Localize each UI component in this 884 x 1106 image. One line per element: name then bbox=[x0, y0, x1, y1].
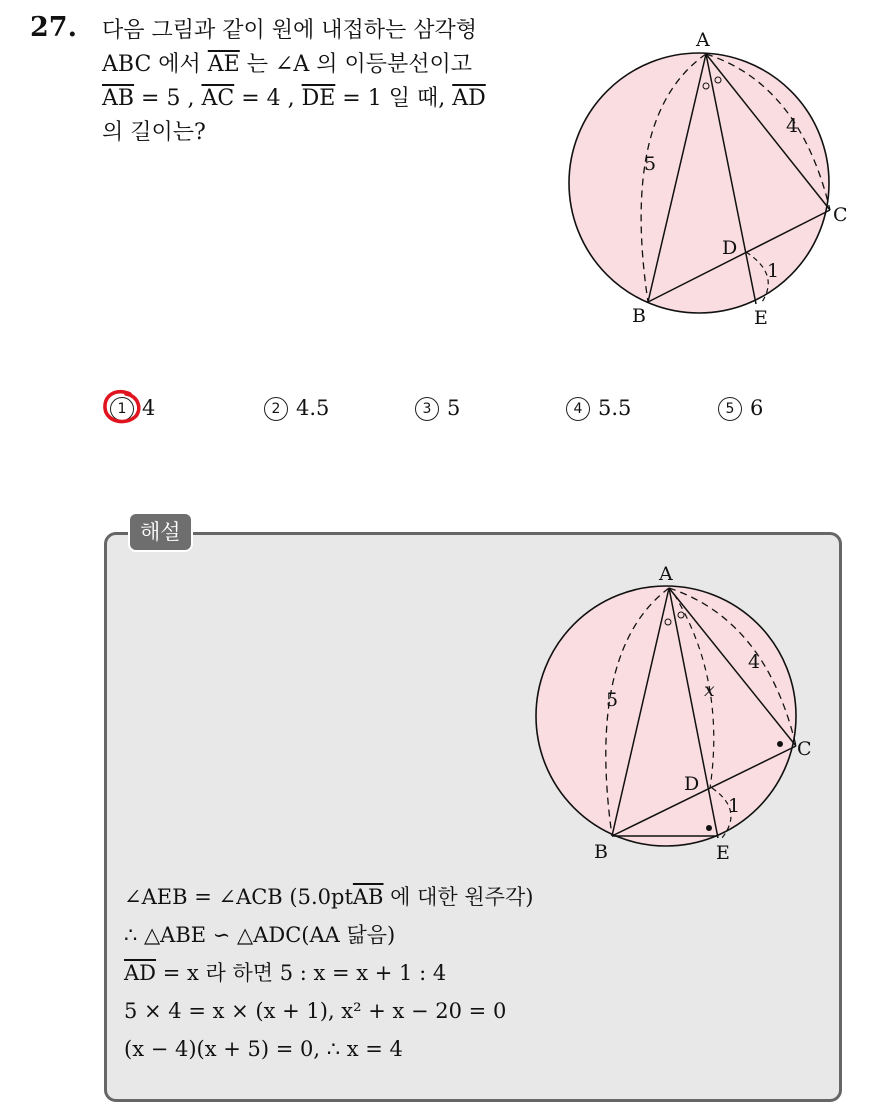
solution-line-4: 5 × 4 = x × (x + 1), x² + x − 20 = 0 bbox=[124, 999, 507, 1023]
question-line-4: 의 길이는? bbox=[102, 120, 206, 145]
sol-length-ac-label: 4 bbox=[748, 651, 761, 673]
choice-1[interactable]: 1 4 bbox=[110, 396, 155, 421]
question-line-1: 다음 그림과 같이 원에 내접하는 삼각형 bbox=[102, 18, 477, 43]
sol-length-ab-label: 5 bbox=[606, 689, 619, 711]
sol-point-e-label: E bbox=[716, 842, 730, 864]
choice-4[interactable]: 4 5.5 bbox=[566, 396, 631, 421]
question-line-3: $\overline{AB} = 5$ , $\overline{AC} = 4$ , $\overline{DE} = 1$ 일 때, $\overline{AD}$ bbox=[102, 86, 486, 111]
solution-figure bbox=[526, 560, 826, 868]
question-line-2: ABC 에서 $\overline{AE}$ 는 ∠A 의 이등분선이고 bbox=[102, 52, 473, 77]
sol-length-ad-label: x bbox=[704, 679, 715, 701]
solution-line-2: ∴ △ABE ∽ △ADC(AA 닮음) bbox=[124, 923, 396, 947]
question-figure bbox=[560, 24, 860, 334]
length-de-label: 1 bbox=[767, 260, 780, 282]
point-b-label: B bbox=[632, 305, 646, 327]
sol-point-d-label: D bbox=[684, 773, 700, 795]
selected-mark-icon bbox=[100, 388, 144, 428]
choice-5[interactable]: 5 6 bbox=[718, 396, 763, 421]
solution-line-5: (x − 4)(x + 5) = 0, ∴ x = 4 bbox=[124, 1037, 403, 1061]
sol-point-c-label: C bbox=[797, 738, 812, 760]
length-ab-label: 5 bbox=[644, 153, 657, 175]
length-ac-label: 4 bbox=[786, 115, 799, 137]
point-c-label: C bbox=[833, 204, 848, 226]
solution-line-3: $\overline{AD} = x$ 라 하면 5 : x = x + 1 : 4 bbox=[124, 961, 447, 985]
point-e-label: E bbox=[754, 307, 768, 329]
point-a-label: A bbox=[696, 29, 710, 51]
answer-choices bbox=[110, 396, 830, 432]
choice-3[interactable]: 3 5 bbox=[415, 396, 460, 421]
segment-ae: $\overline{AE}$ bbox=[207, 52, 240, 77]
sol-point-a-label: A bbox=[659, 563, 673, 585]
solution-tag: 해설 bbox=[128, 512, 193, 552]
choice-2[interactable]: 2 4.5 bbox=[264, 396, 329, 421]
solution-text bbox=[124, 878, 533, 1068]
sol-length-de-label: 1 bbox=[728, 795, 741, 817]
point-d-label: D bbox=[722, 237, 738, 259]
question-text bbox=[102, 14, 552, 150]
question-number: 27. bbox=[30, 12, 77, 43]
solution-line-1: ∠AEB = ∠ACB ($5.0pt\overline{AB}$ 에 대한 원주각) bbox=[124, 885, 534, 909]
sol-point-b-label: B bbox=[594, 841, 608, 863]
